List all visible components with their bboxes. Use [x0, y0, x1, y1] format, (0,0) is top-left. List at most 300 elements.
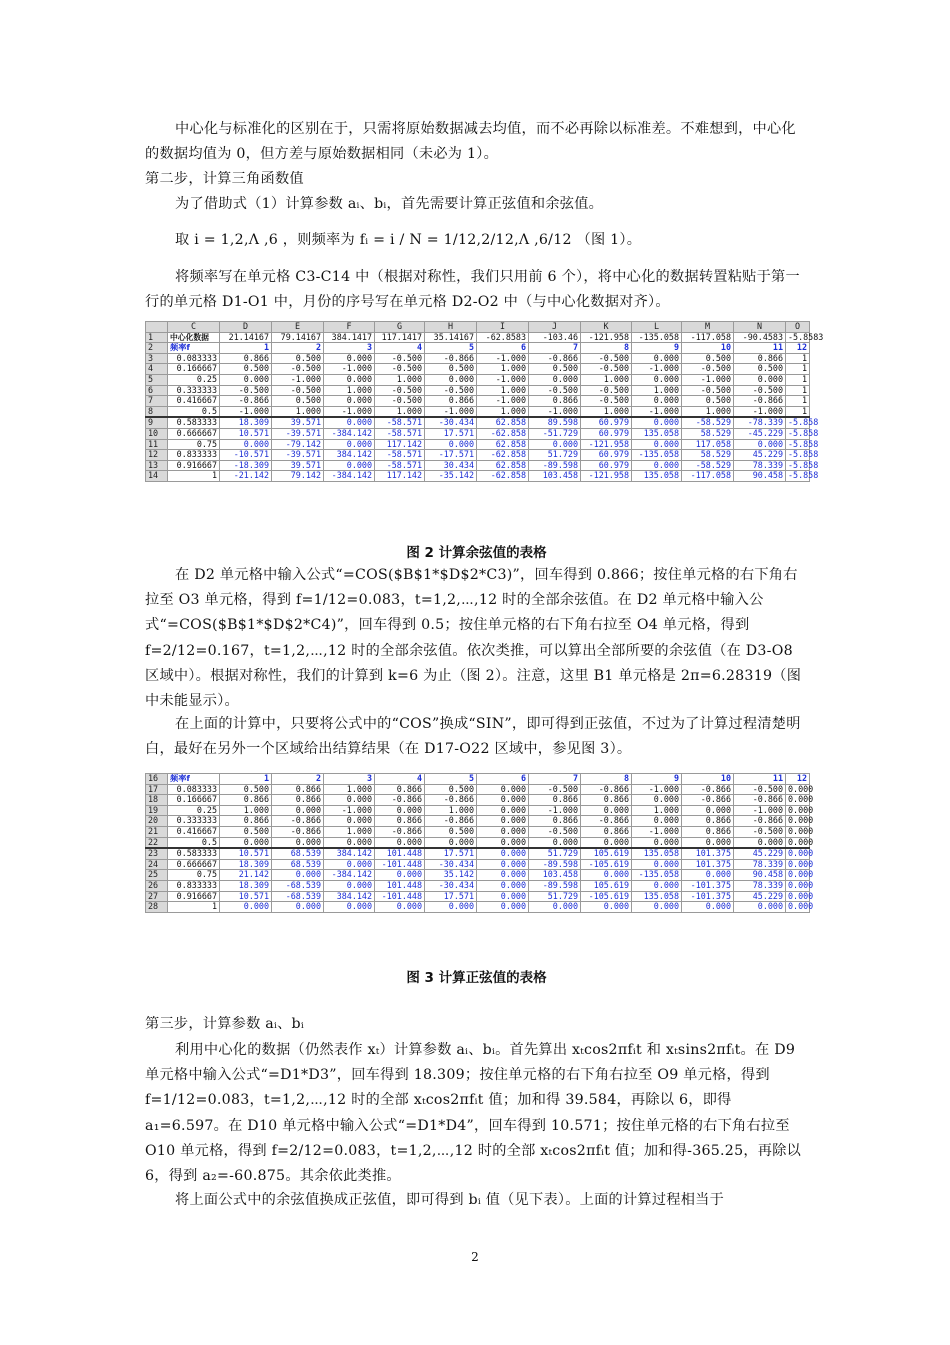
table-cell: 384.142	[324, 848, 375, 859]
table-cell: 0.866	[272, 795, 324, 806]
table-cell: 0.000	[324, 795, 375, 806]
table-cell: 62.858	[477, 417, 529, 428]
table-cell: 10.571	[220, 428, 272, 439]
table-cell: 60.979	[581, 450, 632, 461]
table-cell: -30.434	[425, 859, 477, 870]
row-header: 22	[146, 837, 168, 848]
table-cell: -10.571	[220, 450, 272, 461]
table-cell: 1	[786, 406, 810, 417]
row-header: 21	[146, 826, 168, 837]
table-cell: 1.000	[632, 385, 682, 396]
table-cell: 51.729	[529, 848, 581, 859]
row-header: 25	[146, 870, 168, 881]
table-cell: 103.458	[529, 471, 581, 482]
table-cell: 0.000	[324, 880, 375, 891]
table-cell: -1.000	[272, 374, 324, 385]
paragraph-cos-formula: 在 D2 单元格中输入公式“=COS($B$1*$D$2*C3)”，回车得到 0.866；按住单元格的右下角右拉至 O3 单元格，得到 f=1/12=0.083，t=1,2,⋯,12 时的全部余弦值。在 D2 单元格中输入公式“=COS($B$1*$D$2*C4)”，回车得到 0.5；按住单元格的右下角右拉至 O4 单元格，得到 f=2/12=0.167，t=1,2,⋯,12 时的全部余弦值。依次类推，可以算出全部所要的余弦值（在 D3-O8 区域中）。根据对称性，我们的计算到 k=6 为止（图 2）。注意，这里 B1 单元格是 2π=6.28319（图中未能显示）。	[145, 567, 802, 710]
table-cell: -5.858	[786, 471, 810, 482]
table-cell: 0.000	[324, 374, 375, 385]
corner-cell	[146, 322, 168, 333]
table-cell: 0.083333	[168, 784, 220, 795]
table-cell: 0.000	[324, 902, 375, 913]
table-cell: 0.000	[786, 848, 810, 859]
column-header-n: N	[734, 322, 786, 333]
row-header: 23	[146, 848, 168, 859]
table-cell: 0.000	[324, 417, 375, 428]
table-cell: -1.000	[734, 406, 786, 417]
table-cell: -1.000	[529, 805, 581, 816]
cos-row-8	[146, 406, 810, 417]
table-cell: 10.571	[220, 848, 272, 859]
row-header: 26	[146, 880, 168, 891]
table-cell: 0.866	[375, 784, 425, 795]
table-cell: 0.866	[734, 353, 786, 364]
table-cell: 0.333333	[168, 816, 220, 827]
table-cell: -1.000	[324, 364, 375, 375]
table-cell: 0.666667	[168, 428, 220, 439]
table-cell: 0.000	[425, 374, 477, 385]
row-header: 14	[146, 471, 168, 482]
table-cell: 0.583333	[168, 417, 220, 428]
table-cell: 78.339	[734, 880, 786, 891]
table-cell: 1.000	[682, 406, 734, 417]
cos-row-3	[146, 353, 810, 364]
table-cell: -0.500	[581, 385, 632, 396]
column-header-j: J	[529, 322, 581, 333]
table-cell: -58.571	[375, 450, 425, 461]
table-cell: -135.058	[632, 450, 682, 461]
table-cell: 0.000	[324, 353, 375, 364]
sin-row-22	[146, 837, 810, 848]
table-cell: -101.375	[682, 880, 734, 891]
table-cell: 0.75	[168, 439, 220, 450]
table-cell: -0.866	[425, 816, 477, 827]
table-cell: 0.000	[477, 795, 529, 806]
table-cell: -5.858	[786, 450, 810, 461]
table-cell: 60.979	[581, 428, 632, 439]
column-header-o: O	[786, 322, 810, 333]
table-cell: -58.571	[375, 428, 425, 439]
table-cell: 0.000	[375, 902, 425, 913]
table-cell: -58.571	[375, 460, 425, 471]
table-cell: -384.142	[324, 870, 375, 881]
table-cell: 12	[786, 774, 810, 785]
table-cell: -0.500	[734, 826, 786, 837]
table-cell: 0.500	[425, 784, 477, 795]
table-cell: 2	[272, 343, 324, 354]
table-cell: 3	[324, 774, 375, 785]
row-header: 16	[146, 774, 168, 785]
table-cell: 0.000	[324, 439, 375, 450]
table-cell: 0.866	[682, 816, 734, 827]
table-cell: 101.448	[375, 848, 425, 859]
table-cell: -1.000	[632, 826, 682, 837]
table-cell: 0.000	[324, 816, 375, 827]
cos-row-4	[146, 364, 810, 375]
table-cell: -0.500	[529, 385, 581, 396]
table-cell: -0.500	[375, 364, 425, 375]
column-header-m: M	[682, 322, 734, 333]
table-cell: -0.500	[581, 364, 632, 375]
table-cell: 0.333333	[168, 385, 220, 396]
row-header: 3	[146, 353, 168, 364]
table-cell: 0.916667	[168, 460, 220, 471]
table-cell: 0.000	[734, 837, 786, 848]
table-cell: -0.500	[272, 364, 324, 375]
table-cell: -101.448	[375, 859, 425, 870]
table-cell: 0.000	[632, 417, 682, 428]
table-cell: -62.858	[477, 450, 529, 461]
cos-row-6	[146, 385, 810, 396]
table-cell: 0.000	[477, 805, 529, 816]
table-cell: -0.866	[529, 353, 581, 364]
table-cell: -384.142	[324, 471, 375, 482]
table-cell: -1.000	[477, 396, 529, 407]
table-cell: 7	[529, 343, 581, 354]
table-cell: 0.000	[682, 870, 734, 881]
table-cell: 0.500	[425, 826, 477, 837]
paragraph-sin-formula: 在上面的计算中，只要将公式中的“COS”换成“SIN”，即可得到正弦值，不过为了计算过程清楚明白，最好在另外一个区域给出结算结果（在 D17-O22 区域中，参见图 3）。	[145, 716, 801, 758]
table-cell: 0.000	[632, 816, 682, 827]
table-cell: -1.000	[734, 805, 786, 816]
table-cell: -121.958	[581, 439, 632, 450]
table-cell: 18.309	[220, 417, 272, 428]
table-cell: -1.000	[682, 374, 734, 385]
table-cell: -17.571	[425, 450, 477, 461]
table-cell: 0.5	[168, 837, 220, 848]
table-cell: -0.866	[682, 795, 734, 806]
table-cell: 0.866	[581, 826, 632, 837]
table-cell: 1	[168, 902, 220, 913]
table-cell: 0.000	[220, 902, 272, 913]
table-cell: -78.339	[734, 417, 786, 428]
paragraph-centering-vs-standardizing: 中心化与标准化的区别在于，只需将原始数据减去均值，而不必再除以标准差。不难想到，中心化的数据均值为 0，但方差与原始数据相同（未必为 1）。	[145, 121, 796, 163]
table-cell: -103.46	[529, 332, 581, 343]
table-cell: 0.866	[529, 396, 581, 407]
table-cell: -0.866	[220, 396, 272, 407]
table-cell: 45.229	[734, 848, 786, 859]
table-cell: 21.14167	[220, 332, 272, 343]
table-cell: 79.142	[272, 471, 324, 482]
table-cell: -0.500	[734, 385, 786, 396]
table-cell: 0.866	[220, 353, 272, 364]
table-cell: 18.309	[220, 880, 272, 891]
table-cell: 0.000	[477, 880, 529, 891]
table-cell: 60.979	[581, 417, 632, 428]
table-cell: 0.666667	[168, 859, 220, 870]
table-cell: 1	[786, 396, 810, 407]
table-cell: 0.000	[632, 439, 682, 450]
table-cell: 78.339	[734, 460, 786, 471]
sine-table-body	[146, 773, 814, 913]
table-cell: -0.500	[734, 784, 786, 795]
table-cell: -101.448	[375, 891, 425, 902]
table-cell: 0.500	[220, 364, 272, 375]
table-cell: -0.866	[425, 353, 477, 364]
row-header: 27	[146, 891, 168, 902]
cos-row-2	[146, 343, 810, 354]
table-cell: -1.000	[324, 805, 375, 816]
table-cell: 0.000	[581, 805, 632, 816]
table-cell: 0.000	[425, 439, 477, 450]
row-header: 6	[146, 385, 168, 396]
table-cell: 中心化数据	[168, 332, 220, 343]
table-cell: -39.571	[272, 450, 324, 461]
table-cell: 90.458	[734, 471, 786, 482]
table-cell: 1	[220, 774, 272, 785]
table-cell: -0.500	[220, 385, 272, 396]
table-cell: 0.000	[477, 902, 529, 913]
table-cell: 105.619	[581, 880, 632, 891]
table-cell: -51.729	[529, 428, 581, 439]
table-cell: 117.058	[682, 439, 734, 450]
table-cell: 0.000	[682, 837, 734, 848]
table-cell: -39.571	[272, 428, 324, 439]
table-cell: -62.858	[477, 471, 529, 482]
table-cell: 6	[477, 343, 529, 354]
column-header-e: E	[272, 322, 324, 333]
table-cell: 0.000	[632, 837, 682, 848]
table-cell: 0.000	[477, 848, 529, 859]
table-cell: 0.866	[682, 826, 734, 837]
table-cell: 79.14167	[272, 332, 324, 343]
table-cell: 0.500	[220, 826, 272, 837]
table-cell: 1.000	[324, 784, 375, 795]
table-cell: -58.529	[682, 417, 734, 428]
table-cell: 9	[632, 774, 682, 785]
sine-spreadsheet-table	[145, 773, 814, 913]
figure3-caption: 图 3 计算正弦值的表格	[406, 970, 547, 986]
table-cell: 103.458	[529, 870, 581, 881]
table-cell: 21.142	[220, 870, 272, 881]
table-cell: 0.000	[632, 795, 682, 806]
table-cell: 384.1417	[324, 332, 375, 343]
table-cell: 0.000	[220, 374, 272, 385]
sin-row-25	[146, 870, 810, 881]
table-cell: -0.866	[425, 795, 477, 806]
table-cell: 0.000	[529, 902, 581, 913]
table-cell: 0.000	[734, 902, 786, 913]
sin-row-24	[146, 859, 810, 870]
table-cell: -58.529	[682, 460, 734, 471]
table-cell: 0.000	[786, 837, 810, 848]
table-cell: 0.583333	[168, 848, 220, 859]
sin-row-19	[146, 805, 810, 816]
table-cell: -68.539	[272, 880, 324, 891]
table-cell: 4	[375, 774, 425, 785]
table-cell: 0.166667	[168, 364, 220, 375]
table-cell: 58.529	[682, 428, 734, 439]
table-cell: 1.000	[477, 364, 529, 375]
table-cell: 1	[786, 364, 810, 375]
table-cell: 384.142	[324, 891, 375, 902]
table-cell: -45.229	[734, 428, 786, 439]
table-cell: 45.229	[734, 450, 786, 461]
table-cell: -1.000	[477, 374, 529, 385]
table-cell: 1.000	[425, 805, 477, 816]
table-cell: 0.000	[786, 826, 810, 837]
table-cell: 0.000	[632, 902, 682, 913]
table-cell: 30.434	[425, 460, 477, 471]
table-cell: 62.858	[477, 460, 529, 471]
sin-row-16	[146, 774, 810, 785]
table-cell: 1.000	[324, 826, 375, 837]
page-number: 2	[471, 1250, 479, 1264]
row-header: 20	[146, 816, 168, 827]
table-cell: 1	[786, 374, 810, 385]
table-cell: -5.858	[786, 417, 810, 428]
cos-row-7	[146, 396, 810, 407]
table-cell: 0.833333	[168, 450, 220, 461]
cos-row-11	[146, 439, 810, 450]
table-cell: 0.500	[425, 364, 477, 375]
table-cell: -101.375	[682, 891, 734, 902]
table-cell: 1.000	[477, 406, 529, 417]
column-header-k: K	[581, 322, 632, 333]
table-cell: 0.416667	[168, 826, 220, 837]
paragraph-sine-substitution: 将上面公式中的余弦值换成正弦值，即可得到 bᵢ 值（见下表）。上面的计算过程相当于	[175, 1192, 725, 1208]
table-cell: 51.729	[529, 450, 581, 461]
table-cell: 17.571	[425, 428, 477, 439]
table-cell: 62.858	[477, 439, 529, 450]
table-cell: 17.571	[425, 848, 477, 859]
table-cell: -30.434	[425, 880, 477, 891]
table-cell: 0.866	[425, 396, 477, 407]
table-cell: 0.25	[168, 374, 220, 385]
row-header: 8	[146, 406, 168, 417]
table-cell: 101.375	[682, 859, 734, 870]
table-cell: 1	[786, 385, 810, 396]
cos-row-9	[146, 417, 810, 428]
table-cell: -0.866	[734, 396, 786, 407]
table-cell: -0.866	[375, 795, 425, 806]
table-cell: 1.000	[632, 805, 682, 816]
table-cell: 0.866	[375, 816, 425, 827]
table-cell: 0.000	[272, 902, 324, 913]
table-cell: 0.500	[529, 364, 581, 375]
table-cell: 0.000	[324, 837, 375, 848]
table-cell: 0.866	[272, 784, 324, 795]
table-cell: 0.916667	[168, 891, 220, 902]
table-cell: 105.619	[581, 848, 632, 859]
table-cell: 0.000	[477, 826, 529, 837]
table-cell: -5.858	[786, 428, 810, 439]
table-cell: 0.000	[786, 859, 810, 870]
table-cell: 0.000	[786, 805, 810, 816]
table-cell: 0.000	[734, 374, 786, 385]
row-header: 7	[146, 396, 168, 407]
table-cell: -135.058	[632, 332, 682, 343]
table-cell: 1.000	[581, 374, 632, 385]
table-cell: 0.500	[272, 396, 324, 407]
table-cell: 8	[581, 343, 632, 354]
row-header: 2	[146, 343, 168, 354]
table-cell: -0.866	[581, 784, 632, 795]
paragraph-cell-layout: 将频率写在单元格 C3-C14 中（根据对称性，我们只用前 6 个），将中心化的数据转置粘贴于第一行的单元格 D1-O1 中，月份的序号写在单元格 D2-O2 中（与中心化数据对齐）。	[145, 269, 800, 311]
table-cell: 10.571	[220, 891, 272, 902]
table-cell: 60.979	[581, 460, 632, 471]
table-cell: 101.448	[375, 880, 425, 891]
cos-row-12	[146, 450, 810, 461]
table-cell: 35.142	[425, 870, 477, 881]
table-cell: 0.000	[786, 870, 810, 881]
table-cell: 0.000	[529, 439, 581, 450]
sin-row-23	[146, 848, 810, 859]
table-cell: 1.000	[581, 406, 632, 417]
table-cell: 0.866	[581, 795, 632, 806]
cosine-spreadsheet-table	[145, 321, 824, 482]
table-cell: 0.000	[375, 837, 425, 848]
table-cell: 117.142	[375, 471, 425, 482]
table-cell: -121.958	[581, 471, 632, 482]
table-cell: 0.000	[477, 837, 529, 848]
column-header-d: D	[220, 322, 272, 333]
table-cell: 68.539	[272, 848, 324, 859]
table-cell: 0.000	[272, 805, 324, 816]
table-cell: 0.000	[632, 396, 682, 407]
table-cell: -0.500	[682, 385, 734, 396]
table-cell: -1.000	[632, 364, 682, 375]
table-cell: 2	[272, 774, 324, 785]
row-header: 24	[146, 859, 168, 870]
table-cell: 0.166667	[168, 795, 220, 806]
table-cell: 0.000	[786, 795, 810, 806]
table-cell: 0.866	[220, 795, 272, 806]
table-cell: -0.866	[375, 826, 425, 837]
table-cell: 0.25	[168, 805, 220, 816]
table-cell: 0.000	[477, 870, 529, 881]
table-cell: -0.500	[375, 385, 425, 396]
table-cell: 0.000	[682, 902, 734, 913]
step2-heading: 第二步，计算三角函数值	[145, 171, 304, 187]
table-cell: -1.000	[477, 353, 529, 364]
table-cell: 0.000	[324, 460, 375, 471]
table-cell: -0.866	[682, 784, 734, 795]
table-cell: 0.500	[734, 364, 786, 375]
table-cell: 101.375	[682, 848, 734, 859]
table-cell: 6	[477, 774, 529, 785]
table-cell: 0.000	[375, 870, 425, 881]
table-cell: -0.500	[529, 826, 581, 837]
table-cell: 0.000	[786, 880, 810, 891]
column-header-g: G	[375, 322, 425, 333]
row-header: 11	[146, 439, 168, 450]
table-cell: 1.000	[477, 385, 529, 396]
table-cell: -384.142	[324, 428, 375, 439]
cos-row-13	[146, 460, 810, 471]
table-cell: 45.229	[734, 891, 786, 902]
sin-row-20	[146, 816, 810, 827]
table-cell: 0.000	[632, 880, 682, 891]
table-cell: 1	[786, 353, 810, 364]
table-cell: 135.058	[632, 848, 682, 859]
table-cell: 39.571	[272, 417, 324, 428]
row-header: 18	[146, 795, 168, 806]
sin-row-27	[146, 891, 810, 902]
sin-row-17	[146, 784, 810, 795]
table-cell: 135.058	[632, 428, 682, 439]
step3-heading: 第三步，计算参数 aᵢ、bᵢ	[145, 1016, 304, 1032]
table-cell: -18.309	[220, 460, 272, 471]
table-cell: 51.729	[529, 891, 581, 902]
table-cell: 0.500	[682, 353, 734, 364]
table-cell: -1.000	[220, 406, 272, 417]
table-cell: 0.500	[272, 353, 324, 364]
cosine-table-body	[146, 331, 824, 481]
row-header: 5	[146, 374, 168, 385]
table-cell: 68.539	[272, 859, 324, 870]
sin-row-26	[146, 880, 810, 891]
